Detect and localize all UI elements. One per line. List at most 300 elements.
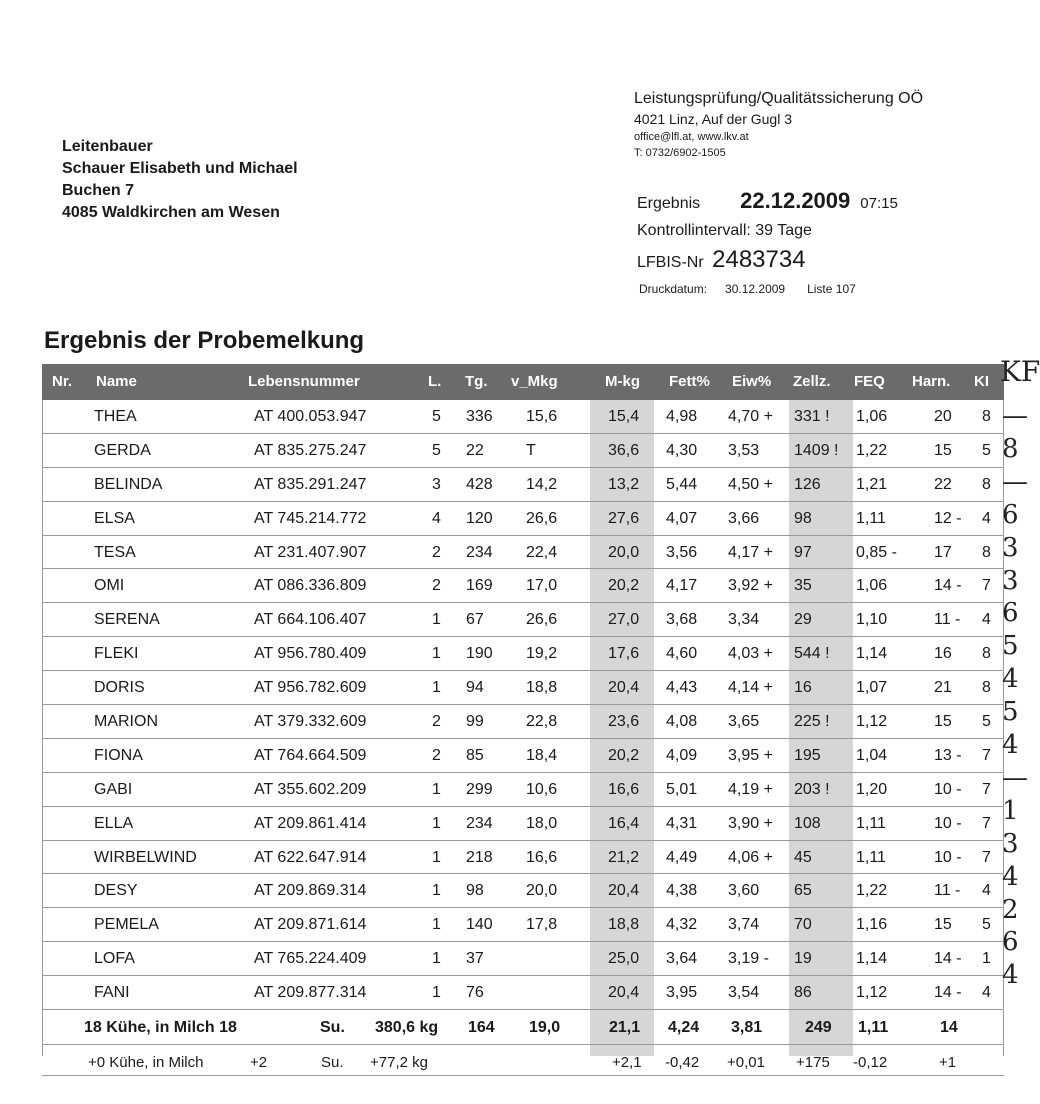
delta-milch: +2 (250, 1054, 268, 1072)
col-mkg: M-kg (605, 373, 640, 390)
cell-tg: 98 (466, 882, 484, 900)
cell-harn: 20 (934, 408, 952, 425)
table-row (42, 841, 1004, 875)
col-l: L. (428, 373, 442, 390)
cell-mkg: 36,6 (608, 441, 640, 459)
cell-fett: 3,56 (666, 543, 698, 561)
cell-feq: 1,11 (856, 848, 886, 866)
delta-su: Su. (321, 1054, 344, 1072)
cell-vmkg: 20,0 (526, 882, 558, 900)
table-right-border (1003, 400, 1004, 1056)
cell-eiw: 4,14 + (728, 679, 773, 697)
cell-harn: 11 - (934, 882, 961, 900)
org-contact: office@lfl.at, www.lkv.at (634, 131, 749, 143)
cell-id: AT 209.869.314 (254, 882, 367, 900)
cell-ki: 4 (982, 882, 991, 900)
col-vmkg: v_Mkg (511, 373, 558, 390)
cell-fett: 4,17 (666, 577, 698, 595)
summary-harn: 14 (940, 1019, 958, 1037)
cell-name: TESA (94, 543, 136, 561)
delta-label: +0 Kühe, in Milch (88, 1054, 204, 1072)
cell-eiw: 3,66 (728, 509, 760, 527)
cell-eiw: 4,70 + (728, 408, 773, 425)
cell-name: ELSA (94, 509, 135, 527)
cell-id: AT 355.602.209 (254, 780, 367, 798)
cell-l: 1 (432, 984, 441, 1002)
result-date: 22.12.2009 (740, 188, 851, 213)
print-date: 30.12.2009 (725, 282, 786, 296)
cell-tg: 234 (466, 543, 493, 561)
cell-zellz: 544 ! (794, 645, 830, 663)
cell-eiw: 3,54 (728, 984, 760, 1002)
handwritten-kf-mark: 3 (1002, 828, 1019, 859)
table-row (42, 671, 1004, 705)
cell-id: AT 956.780.409 (254, 645, 367, 663)
cell-id: AT 764.664.509 (254, 746, 367, 764)
cell-feq: 1,07 (856, 679, 888, 697)
table-row (42, 603, 1004, 637)
cell-fett: 4,49 (666, 848, 698, 866)
cell-zellz: 108 (794, 814, 821, 832)
cell-mkg: 20,4 (608, 882, 640, 900)
cell-feq: 1,22 (856, 441, 888, 459)
cell-ki: 5 (982, 713, 991, 731)
table-row (42, 976, 1004, 1010)
cell-feq: 0,85 - (856, 543, 897, 561)
handwritten-kf-mark: 2 (1002, 894, 1019, 925)
summary-row (42, 1010, 1004, 1045)
cell-ki: 5 (982, 441, 991, 459)
cell-tg: 169 (466, 577, 493, 595)
summary-total: 380,6 kg (375, 1019, 439, 1037)
cell-eiw: 3,60 (728, 882, 760, 900)
summary-mkg: 21,1 (609, 1019, 641, 1037)
cell-zellz: 86 (794, 984, 812, 1002)
cell-id: AT 209.861.414 (254, 814, 367, 832)
delta-fett: -0,42 (665, 1054, 700, 1072)
col-zellz: Zellz. (793, 373, 831, 390)
cell-vmkg: 17,0 (526, 577, 558, 595)
cell-fett: 3,95 (666, 984, 698, 1002)
cell-name: WIRBELWIND (94, 848, 197, 866)
cell-zellz: 126 (794, 475, 821, 493)
cell-mkg: 25,0 (608, 950, 640, 968)
cell-feq: 1,21 (856, 475, 888, 493)
cell-vmkg: 15,6 (526, 408, 558, 425)
cell-eiw: 3,90 + (728, 814, 773, 832)
cell-l: 1 (432, 679, 441, 697)
cell-id: AT 209.871.614 (254, 916, 367, 934)
lfbis-line (637, 246, 806, 274)
cell-eiw: 3,19 - (728, 950, 769, 968)
cell-l: 1 (432, 848, 441, 866)
cell-vmkg: T (526, 441, 536, 459)
cell-name: PEMELA (94, 916, 159, 934)
handwritten-kf-mark: 4 (1002, 730, 1019, 760)
delta-total: +77,2 kg (370, 1054, 428, 1072)
col-fett: Fett% (669, 373, 710, 390)
org-name: Leistungsprüfung/Qualitätssicherung OÖ (634, 90, 924, 107)
cell-ki: 7 (982, 577, 991, 595)
col-eiw: Eiw% (732, 373, 772, 390)
table-header (42, 364, 1004, 400)
table-row (42, 874, 1004, 908)
cell-vmkg: 18,0 (526, 814, 558, 832)
cell-name: MARION (94, 713, 158, 731)
cell-vmkg: 14,2 (526, 475, 558, 493)
cell-vmkg: 26,6 (526, 509, 558, 527)
cell-eiw: 3,95 + (728, 746, 773, 764)
summary-fett: 4,24 (668, 1019, 700, 1037)
cell-zellz: 45 (794, 848, 812, 866)
cell-eiw: 4,03 + (728, 645, 773, 663)
cell-l: 1 (432, 916, 441, 934)
cell-id: AT 745.214.772 (254, 509, 367, 527)
cell-zellz: 35 (794, 577, 812, 595)
cell-vmkg: 18,8 (526, 679, 558, 697)
cell-fett: 4,98 (666, 408, 698, 425)
delta-mkg: +2,1 (612, 1054, 642, 1072)
cell-mkg: 16,4 (608, 814, 640, 832)
cell-id: AT 622.647.914 (254, 848, 367, 866)
handwritten-kf-mark: 6 (1002, 598, 1019, 629)
cell-ki: 4 (982, 611, 991, 629)
handwritten-kf-mark: 4 (1002, 960, 1019, 991)
cell-mkg: 16,6 (608, 780, 640, 798)
cell-harn: 15 (934, 916, 952, 934)
cell-eiw: 3,34 (728, 611, 760, 629)
control-interval: Kontrollintervall: 39 Tage (637, 222, 812, 239)
cell-zellz: 331 ! (794, 408, 830, 425)
cell-mkg: 15,4 (608, 408, 640, 425)
address-line-2: Schauer Elisabeth und Michael (62, 160, 298, 177)
org-address: 4021 Linz, Auf der Gugl 3 (634, 111, 792, 127)
col-harn: Harn. (912, 373, 951, 390)
summary-feq: 1,11 (858, 1019, 889, 1037)
cell-l: 2 (432, 543, 441, 561)
cell-l: 2 (432, 577, 441, 595)
handwritten-kf-mark: 8 (1002, 433, 1019, 464)
handwritten-kf-header: KF (1000, 355, 1040, 388)
cell-feq: 1,12 (856, 713, 888, 731)
cell-name: SERENA (94, 611, 160, 629)
table-row (42, 739, 1004, 773)
lfbis-number: 2483734 (712, 246, 806, 273)
cell-ki: 8 (982, 408, 991, 425)
document-title: Ergebnis der Probemelkung (44, 327, 365, 354)
cell-ki: 8 (982, 543, 991, 561)
cell-mkg: 13,2 (608, 475, 640, 493)
cell-vmkg: 22,4 (526, 543, 558, 561)
cell-l: 5 (432, 408, 441, 425)
cell-mkg: 20,2 (608, 746, 640, 764)
cell-ki: 8 (982, 679, 991, 697)
summary-vmkg: 19,0 (529, 1019, 561, 1037)
print-date-line (639, 282, 856, 296)
cell-feq: 1,14 (856, 950, 888, 968)
cell-tg: 67 (466, 611, 484, 629)
cell-zellz: 203 ! (794, 780, 830, 798)
cell-mkg: 20,0 (608, 543, 640, 561)
cell-tg: 234 (466, 814, 493, 832)
result-time: 07:15 (860, 195, 898, 212)
col-feq: FEQ (854, 373, 885, 390)
cell-ki: 4 (982, 509, 991, 527)
col-nr: Nr. (52, 373, 73, 390)
cell-name: FIONA (94, 746, 143, 764)
cell-feq: 1,06 (856, 577, 888, 595)
delta-harn: +1 (939, 1054, 957, 1072)
print-date-label: Druckdatum: (639, 282, 708, 296)
cell-vmkg: 26,6 (526, 611, 558, 629)
cell-l: 1 (432, 611, 441, 629)
summary-eiw: 3,81 (731, 1019, 763, 1037)
cell-id: AT 209.877.314 (254, 984, 367, 1002)
cell-l: 2 (432, 746, 441, 764)
cell-ki: 7 (982, 814, 991, 832)
table-row (42, 569, 1004, 603)
handwritten-kf-mark: 6 (1002, 927, 1019, 958)
cell-name: ELLA (94, 814, 134, 832)
lfbis-label: LFBIS-Nr (637, 254, 704, 271)
cell-name: DORIS (94, 679, 145, 697)
cell-name: GERDA (94, 441, 151, 459)
table-row (42, 637, 1004, 671)
table-row (42, 536, 1004, 570)
cell-tg: 85 (466, 746, 484, 764)
cell-feq: 1,22 (856, 882, 888, 900)
cell-id: AT 835.275.247 (254, 441, 367, 459)
cell-fett: 4,43 (666, 679, 698, 697)
delta-feq: -0,12 (853, 1054, 888, 1072)
cell-vmkg: 18,4 (526, 746, 558, 764)
cell-mkg: 21,2 (608, 848, 640, 866)
cell-name: THEA (94, 408, 137, 425)
cell-fett: 3,68 (666, 611, 698, 629)
cell-tg: 76 (466, 984, 484, 1002)
cell-zellz: 29 (794, 611, 812, 629)
cell-zellz: 225 ! (794, 713, 830, 731)
cell-name: DESY (94, 882, 138, 900)
cell-harn: 16 (934, 645, 952, 663)
handwritten-kf-mark: 1 (1002, 795, 1019, 826)
cell-zellz: 70 (794, 916, 812, 934)
cell-mkg: 20,4 (608, 679, 640, 697)
handwritten-kf-mark: 3 (1002, 532, 1019, 563)
cell-name: LOFA (94, 950, 135, 968)
delta-row (42, 1045, 1004, 1076)
cell-harn: 11 - (934, 611, 961, 629)
col-tg: Tg. (465, 373, 488, 390)
cell-harn: 15 (934, 713, 952, 731)
cell-feq: 1,04 (856, 746, 888, 764)
cell-mkg: 23,6 (608, 713, 640, 731)
cell-l: 1 (432, 814, 441, 832)
cell-l: 1 (432, 950, 441, 968)
cell-eiw: 4,06 + (728, 848, 773, 866)
cell-harn: 10 - (934, 848, 962, 866)
list-number: Liste 107 (807, 282, 856, 296)
cell-harn: 17 (934, 543, 952, 561)
result-label: Ergebnis (637, 195, 701, 212)
cell-tg: 218 (466, 848, 493, 866)
cell-l: 1 (432, 645, 441, 663)
cell-harn: 21 (934, 679, 952, 697)
cell-id: AT 664.106.407 (254, 611, 367, 629)
cell-vmkg: 16,6 (526, 848, 558, 866)
cell-mkg: 27,0 (608, 611, 640, 629)
cell-fett: 4,60 (666, 645, 698, 663)
cell-harn: 22 (934, 475, 952, 493)
table-row (42, 773, 1004, 807)
handwritten-kf-mark: — (1002, 466, 1028, 497)
cell-l: 3 (432, 475, 441, 493)
cell-id: AT 765.224.409 (254, 950, 367, 968)
cell-zellz: 19 (794, 950, 812, 968)
handwritten-kf-mark: — (1002, 401, 1028, 431)
cell-id: AT 231.407.907 (254, 543, 367, 561)
table-row (42, 908, 1004, 942)
cell-harn: 14 - (934, 950, 962, 968)
table-row (42, 400, 1004, 434)
cell-feq: 1,11 (856, 814, 886, 832)
cell-fett: 5,01 (666, 780, 698, 798)
cell-l: 2 (432, 713, 441, 731)
cell-zellz: 97 (794, 543, 812, 561)
cell-zellz: 98 (794, 509, 812, 527)
table-row (42, 807, 1004, 841)
cell-zellz: 195 (794, 746, 821, 764)
cell-ki: 5 (982, 916, 991, 934)
cell-eiw: 4,50 + (728, 475, 773, 493)
address-line-3: Buchen 7 (62, 182, 135, 199)
cell-harn: 14 - (934, 984, 962, 1002)
cell-vmkg: 17,8 (526, 916, 558, 934)
cell-id: AT 956.782.609 (254, 679, 367, 697)
cell-fett: 4,09 (666, 746, 698, 764)
cell-l: 4 (432, 509, 441, 527)
cell-eiw: 3,53 (728, 441, 760, 459)
cell-tg: 22 (466, 441, 484, 459)
cell-eiw: 3,74 (728, 916, 760, 934)
cell-harn: 10 - (934, 780, 962, 798)
cell-ki: 8 (982, 645, 991, 663)
cell-harn: 15 (934, 441, 952, 459)
cell-ki: 4 (982, 984, 991, 1002)
cell-mkg: 27,6 (608, 509, 640, 527)
cell-vmkg: 22,8 (526, 713, 558, 731)
table-row (42, 468, 1004, 502)
col-ki: KI (974, 373, 989, 390)
cell-harn: 12 - (934, 509, 962, 527)
cell-name: GABI (94, 780, 133, 798)
col-name: Name (96, 373, 137, 390)
cell-name: FLEKI (94, 645, 139, 663)
cell-l: 1 (432, 882, 441, 900)
cell-id: AT 086.336.809 (254, 577, 367, 595)
cell-eiw: 3,92 + (728, 577, 773, 595)
cell-mkg: 20,2 (608, 577, 640, 595)
cell-harn: 13 - (934, 746, 962, 764)
cell-tg: 37 (466, 950, 484, 968)
cell-fett: 5,44 (666, 475, 698, 493)
cell-id: AT 379.332.609 (254, 713, 367, 731)
table-row (42, 942, 1004, 976)
col-lebensnummer: Lebensnummer (248, 373, 360, 390)
cell-zellz: 65 (794, 882, 812, 900)
cell-name: FANI (94, 984, 130, 1002)
cell-harn: 14 - (934, 577, 962, 595)
cell-tg: 299 (466, 780, 493, 798)
cell-tg: 94 (466, 679, 484, 697)
handwritten-kf-mark: 3 (1002, 565, 1019, 596)
cell-zellz: 1409 ! (794, 441, 839, 459)
cell-eiw: 3,65 (728, 713, 760, 731)
cell-feq: 1,11 (856, 509, 886, 527)
cell-ki: 7 (982, 746, 991, 764)
cell-fett: 4,31 (666, 814, 698, 832)
address-line-1: Leitenbauer (62, 138, 153, 155)
cell-zellz: 16 (794, 679, 812, 697)
cell-tg: 336 (466, 408, 493, 425)
cell-eiw: 4,19 + (728, 780, 773, 798)
cell-fett: 4,07 (666, 509, 698, 527)
handwritten-kf-mark: 5 (1002, 697, 1019, 728)
cell-fett: 3,64 (666, 950, 698, 968)
result-line (637, 188, 898, 214)
cell-fett: 4,08 (666, 713, 698, 731)
cell-vmkg: 19,2 (526, 645, 558, 663)
cell-name: BELINDA (94, 475, 163, 493)
table-row (42, 434, 1004, 468)
delta-zellz: +175 (796, 1054, 830, 1072)
cell-tg: 99 (466, 713, 484, 731)
results-table (42, 364, 1004, 1076)
handwritten-kf-mark: 4 (1002, 861, 1019, 892)
cell-fett: 4,32 (666, 916, 698, 934)
cell-ki: 7 (982, 848, 991, 866)
cell-mkg: 17,6 (608, 645, 640, 663)
handwritten-kf-mark: 6 (1002, 499, 1019, 530)
cell-ki: 7 (982, 780, 991, 798)
cell-feq: 1,14 (856, 645, 888, 663)
cell-ki: 1 (982, 950, 991, 968)
summary-tg: 164 (468, 1019, 495, 1037)
handwritten-kf-mark: 5 (1002, 631, 1019, 662)
summary-su: Su. (320, 1019, 345, 1037)
cell-vmkg: 10,6 (526, 780, 558, 798)
cell-id: AT 835.291.247 (254, 475, 367, 493)
cell-tg: 120 (466, 509, 493, 527)
handwritten-kf-mark: — (1002, 762, 1028, 793)
cell-l: 1 (432, 780, 441, 798)
address-line-4: 4085 Waldkirchen am Wesen (62, 204, 280, 221)
cell-l: 5 (432, 441, 441, 459)
organization-header (634, 88, 923, 161)
cell-fett: 4,38 (666, 882, 698, 900)
cell-feq: 1,12 (856, 984, 888, 1002)
table-row (42, 705, 1004, 739)
farmer-address (62, 136, 298, 224)
cell-feq: 1,16 (856, 916, 888, 934)
table-row (42, 502, 1004, 536)
cell-eiw: 4,17 + (728, 543, 773, 561)
cell-feq: 1,06 (856, 408, 888, 425)
cell-mkg: 20,4 (608, 984, 640, 1002)
table-body (42, 400, 1004, 1010)
cell-harn: 10 - (934, 814, 962, 832)
table-left-border (42, 400, 43, 1056)
